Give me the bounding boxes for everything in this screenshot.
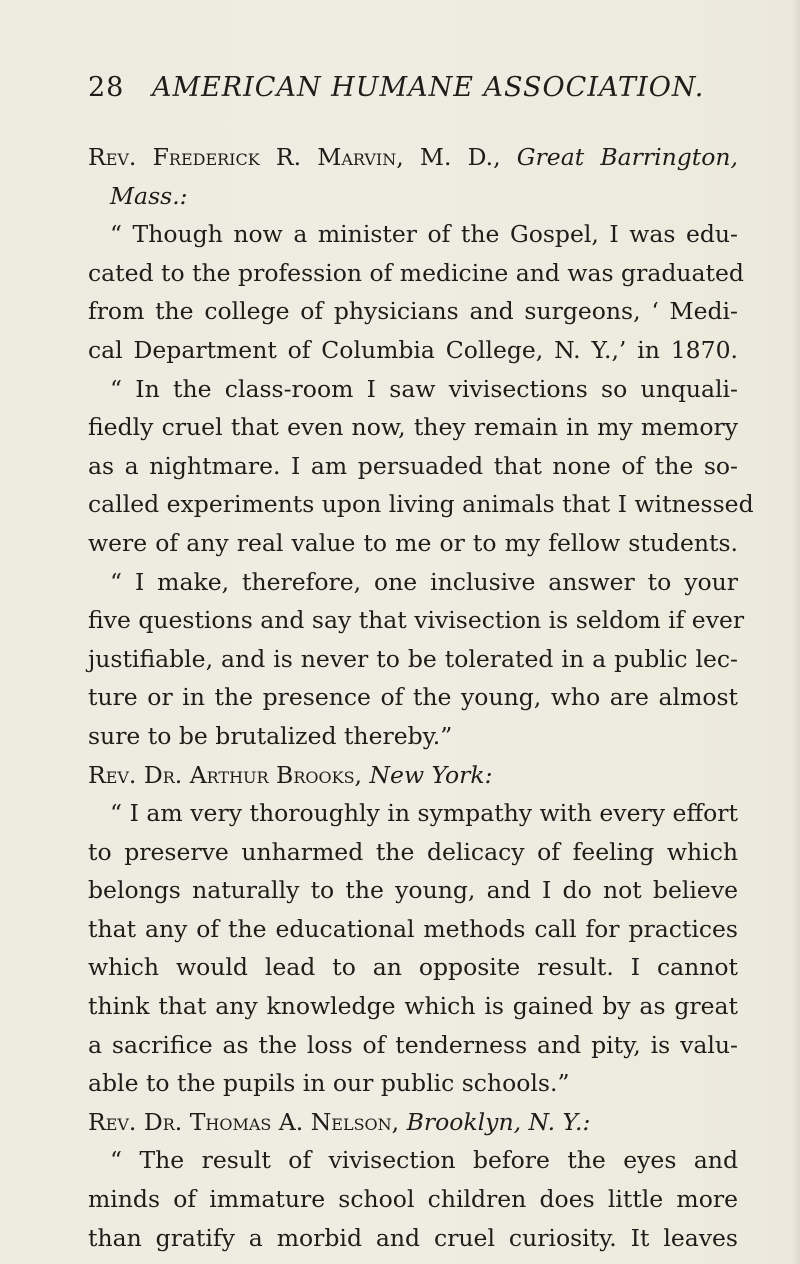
text-line bbox=[88, 485, 754, 524]
text-line bbox=[88, 138, 738, 177]
text-line bbox=[88, 717, 738, 756]
text-line bbox=[88, 871, 738, 910]
text-line bbox=[88, 408, 738, 447]
text-line bbox=[88, 756, 738, 795]
text-segment: justifiable, and is never to be tolerated in a public lec- bbox=[88, 644, 738, 673]
text-segment: “ I am very thoroughly in sympathy with every effort bbox=[110, 799, 738, 828]
speaker-name: Rev. Frederick R. Marvin, M. D., bbox=[88, 143, 517, 171]
text-line bbox=[88, 331, 738, 370]
speaker-name: Rev. Dr. Arthur Brooks, bbox=[88, 760, 370, 789]
speaker-name: Rev. Dr. Thomas A. Nelson, bbox=[88, 1107, 407, 1136]
text-line bbox=[88, 177, 738, 216]
text-line bbox=[88, 1064, 738, 1103]
text-line bbox=[88, 1180, 738, 1219]
text-segment: able to the pupils in our public schools.” bbox=[88, 1069, 570, 1098]
page-number: 28 bbox=[88, 72, 125, 103]
text-segment: to preserve unharmed the delicacy of feeling which bbox=[88, 837, 738, 866]
text-segment: five questions and say that vivisection is seldom if ever bbox=[88, 606, 745, 635]
text-segment: than gratify a morbid and cruel curiosity. It leaves bbox=[88, 1223, 738, 1252]
text-line bbox=[88, 833, 738, 872]
text-segment: minds of immature school children does little more bbox=[88, 1185, 738, 1214]
text-line bbox=[88, 215, 738, 254]
text-line bbox=[88, 794, 738, 833]
text-line bbox=[88, 640, 738, 679]
text-segment: cated to the profession of medicine and was graduated bbox=[88, 258, 744, 287]
body-text bbox=[88, 138, 754, 1257]
text-segment: ture or in the presence of the young, who are almost bbox=[88, 683, 738, 712]
text-line bbox=[88, 1026, 738, 1065]
text-segment: were of any real value to me or to my fellow students. bbox=[88, 528, 738, 557]
page-edge-shadow bbox=[792, 0, 800, 1264]
speaker-location: New York: bbox=[369, 760, 493, 789]
speaker-location: Mass.: bbox=[110, 181, 188, 210]
text-segment: “ I make, therefore, one inclusive answer to your bbox=[110, 567, 738, 596]
text-line bbox=[88, 563, 738, 602]
text-segment: from the college of physicians and surgeons, ‘ Medi- bbox=[88, 297, 738, 326]
running-title: AMERICAN HUMANE ASSOCIATION. bbox=[151, 72, 705, 103]
speaker-location: Great Barrington, bbox=[516, 143, 738, 171]
speaker-location: Brooklyn, N. Y.: bbox=[406, 1107, 591, 1136]
text-segment: sure to be brutalized thereby.” bbox=[88, 721, 453, 750]
text-segment: belongs naturally to the young, and I do not believe bbox=[88, 876, 738, 905]
text-segment: “ In the class-room I saw vivisections so unquali- bbox=[110, 374, 738, 403]
text-line bbox=[88, 987, 738, 1026]
text-line bbox=[88, 447, 738, 486]
text-segment: fiedly cruel that even now, they remain in my memory bbox=[88, 413, 738, 442]
text-line bbox=[88, 292, 738, 331]
text-segment: “ Though now a minister of the Gospel, I was edu- bbox=[110, 220, 738, 249]
text-line bbox=[88, 910, 738, 949]
text-segment: a sacrifice as the loss of tenderness and pity, is valu- bbox=[88, 1030, 738, 1059]
text-line bbox=[88, 678, 738, 717]
running-header bbox=[88, 72, 728, 103]
text-line bbox=[88, 601, 745, 640]
text-line bbox=[88, 254, 744, 293]
text-line bbox=[88, 370, 738, 409]
text-segment: cal Department of Columbia College, N. Y.,’ in 1870. bbox=[88, 335, 738, 364]
text-line bbox=[88, 1103, 738, 1142]
text-segment: called experiments upon living animals that I witnessed bbox=[88, 490, 754, 519]
text-segment: which would lead to an opposite result. I cannot bbox=[88, 953, 738, 982]
text-segment: as a nightmare. I am persuaded that none of the so- bbox=[88, 451, 738, 480]
text-line bbox=[88, 948, 738, 987]
text-segment: “ The result of vivisection before the eyes and bbox=[110, 1146, 738, 1175]
text-line bbox=[88, 1219, 738, 1258]
text-line bbox=[88, 524, 738, 563]
text-segment: think that any knowledge which is gained by as great bbox=[88, 992, 738, 1021]
text-line bbox=[88, 1141, 738, 1180]
text-segment: that any of the educational methods call for practices bbox=[88, 914, 738, 943]
